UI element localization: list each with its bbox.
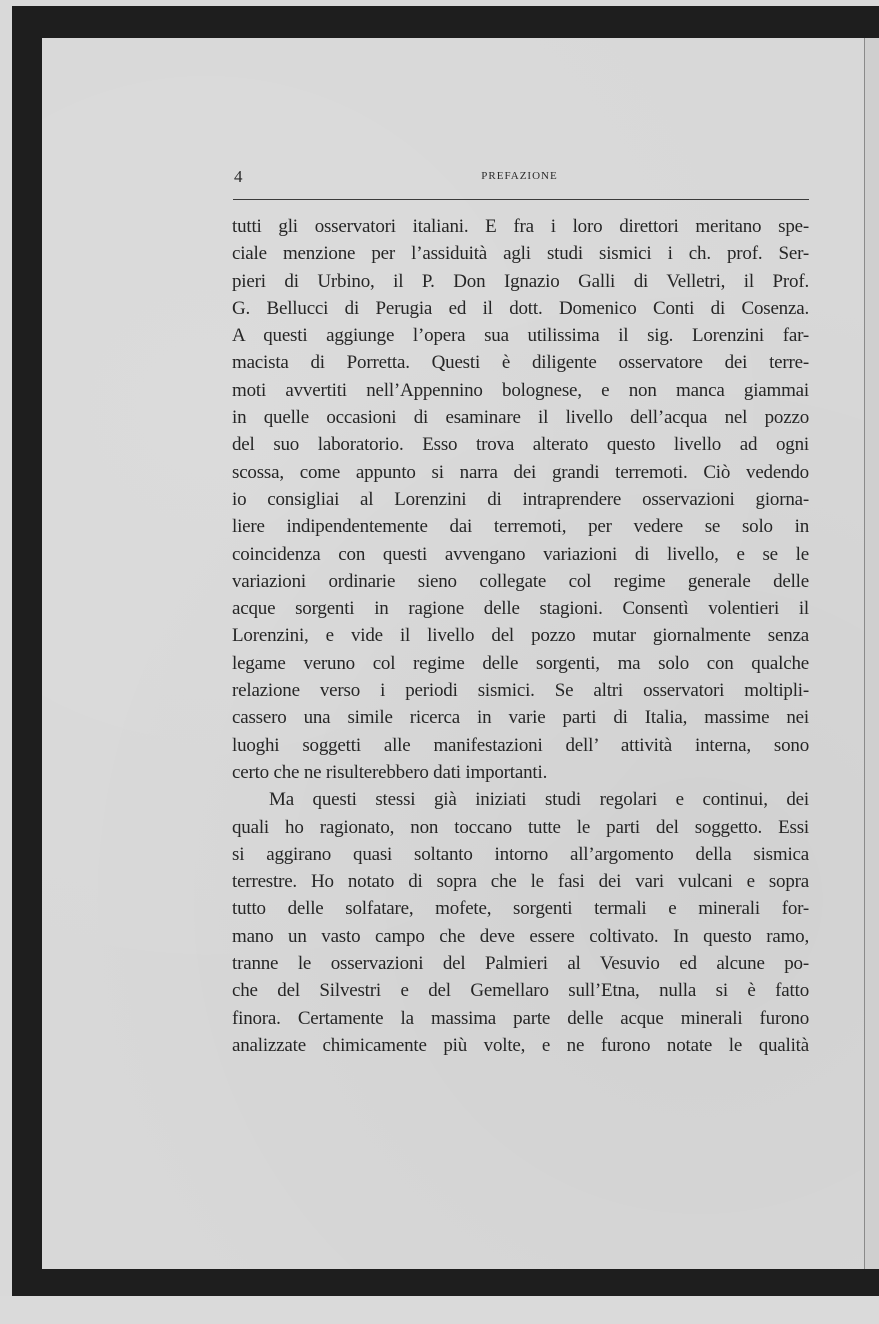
page-edge [864,38,879,1269]
text-line: relazione verso i periodi sismici. Se altri osservatori moltipli- [232,680,809,702]
text-line: tutto delle solfatare, mofete, sorgenti termali e minerali for- [232,898,809,920]
text-line: terrestre. Ho notato di sopra che le fasi dei vari vulcani e sopra [232,871,809,893]
paragraph-2 [232,786,809,1059]
text-line: scossa, come appunto si narra dei grandi terremoti. Ciò vedendo [232,461,809,483]
text-line: luoghi soggetti alle manifestazioni dell’ attività interna, sono [232,734,809,756]
running-title: PREFAZIONE [481,170,558,182]
text-line: Ma questi stessi già iniziati studi regolari e continui, dei [269,789,809,811]
text-line: liere indipendentemente dai terremoti, per vedere se solo in [232,516,809,538]
page-number: 4 [234,167,243,186]
text-line: macista di Porretta. Questi è diligente osservatore dei terre- [232,352,809,374]
text-line: coincidenza con questi avvengano variazioni di livello, e se le [232,543,809,565]
text-line: cassero una simile ricerca in varie parti di Italia, massime nei [232,707,809,729]
text-line: Lorenzini, e vide il livello del pozzo mutar giornalmente senza [232,625,809,647]
text-line: G. Bellucci di Perugia ed il dott. Domenico Conti di Cosenza. [232,297,809,319]
text-line: si aggirano quasi soltanto intorno all’argomento della sismica [232,843,809,865]
text-line: acque sorgenti in ragione delle stagioni. Consentì volentieri il [232,598,809,620]
text-line: moti avvertiti nell’Appennino bolognese, e non manca giammai [232,379,809,401]
text-line: legame veruno col regime delle sorgenti, ma solo con qualche [232,652,809,674]
text-line: tutti gli osservatori italiani. E fra i loro direttori meritano spe- [232,216,809,237]
text-line: del suo laboratorio. Esso trova alterato questo livello ad ogni [232,434,809,456]
header-rule [233,199,809,200]
text-line: A questi aggiunge l’opera sua utilissima il sig. Lorenzini far- [232,325,809,347]
scan-margin [0,1296,879,1324]
text-line: quali ho ragionato, non toccano tutte le parti del soggetto. Essi [232,816,809,838]
text-line: analizzate chimicamente più volte, e ne furono notate le qualità [232,1034,809,1056]
body-text [232,213,809,1059]
text-line: tranne le osservazioni del Palmieri al Vesuvio ed alcune po- [232,953,809,975]
text-line: che del Silvestri e del Gemellaro sull’Etna, nulla si è fatto [232,980,809,1002]
text-line: certo che ne risulterebbero dati importanti. [232,761,548,783]
running-header [231,167,808,187]
text-line: mano un vasto campo che deve essere coltivato. In questo ramo, [232,925,809,947]
text-line: finora. Certamente la massima parte delle acque minerali furono [232,1007,809,1029]
text-line: io consigliai al Lorenzini di intraprendere osservazioni giorna- [232,488,809,510]
text-line: pieri di Urbino, il P. Don Ignazio Galli di Velletri, il Prof. [232,270,809,292]
text-line: ciale menzione per l’assiduità agli studi sismici i ch. prof. Ser- [232,243,809,265]
text-line: variazioni ordinarie sieno collegate col regime generale delle [232,570,809,592]
paragraph-1 [232,213,809,786]
text-line: in quelle occasioni di esaminare il livello dell’acqua nel pozzo [232,407,809,429]
